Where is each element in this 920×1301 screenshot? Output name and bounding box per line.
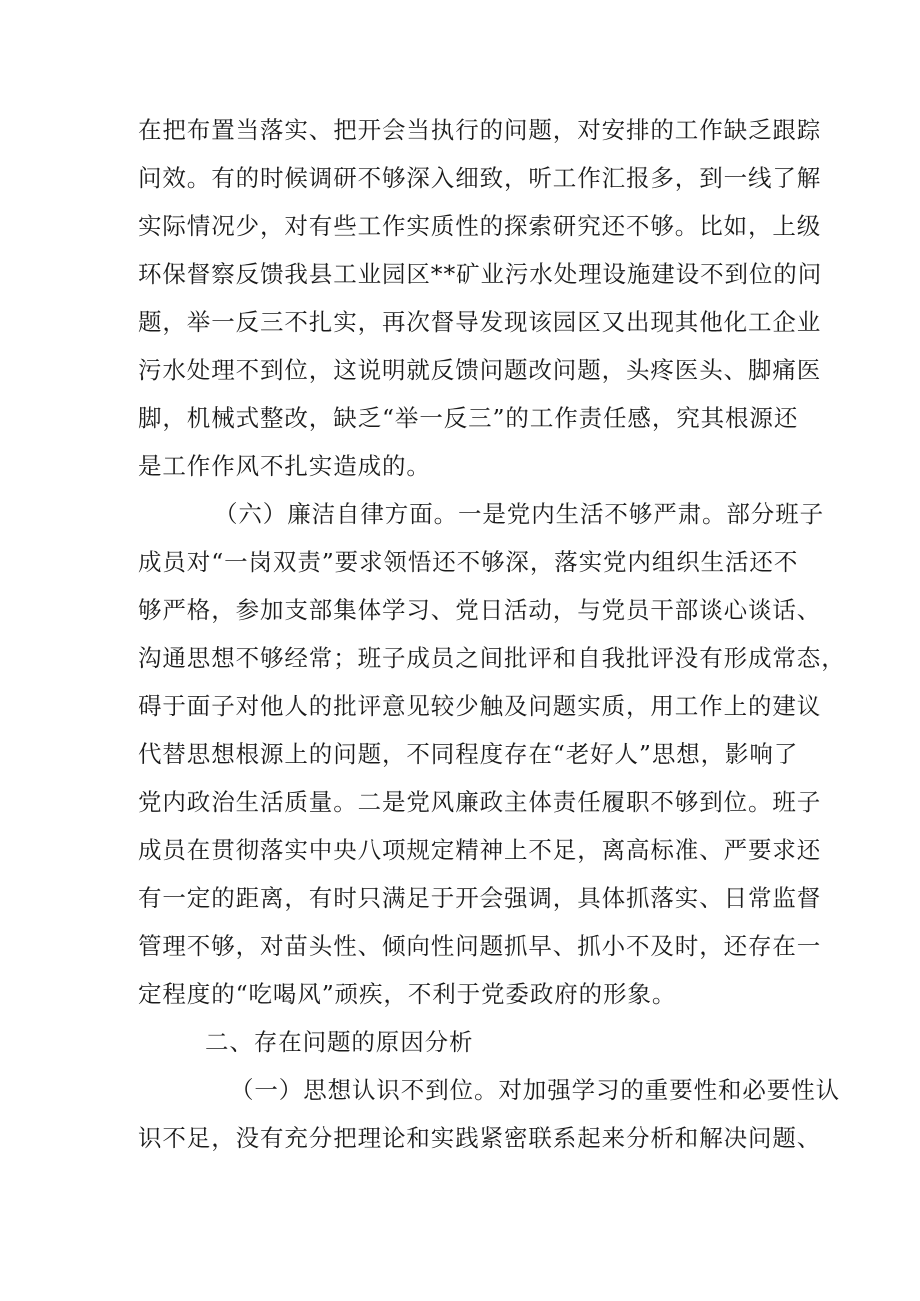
text-line: 脚，机械式整改，缺乏“举一反三”的工作责任感，究其根源还 [138,404,799,432]
text-line: 识不足，没有充分把理论和实践紧密联系起来分析和解决问题、 [138,1124,822,1152]
paragraph-heading-line: （一）思想认识不到位。对加强学习的重要性和必要性认 [230,1076,840,1104]
text-line: 成员对“一岗双责”要求领悟还不够深，落实党内组织生活还不 [138,548,799,576]
text-line: 是工作作风不扎实造成的。 [138,452,431,480]
section-heading: 二、存在问题的原因分析 [205,1028,474,1056]
text-line: 沟通思想不够经常；班子成员之间批评和自我批评没有形成常态， [138,644,846,672]
text-line: 定程度的“吃喝风”顽疾，不利于党委政府的形象。 [138,980,677,1008]
text-line: 问效。有的时候调研不够深入细致，听工作汇报多，到一线了解 [138,164,822,192]
text-line: 管理不够，对苗头性、倾向性问题抓早、抓小不及时，还存在一 [138,932,822,960]
text-line: 成员在贯彻落实中央八项规定精神上不足，离高标准、严要求还 [138,836,822,864]
text-line: 党内政治生活质量。二是党风廉政主体责任履职不够到位。班子 [138,788,822,816]
text-line: 够严格，参加支部集体学习、党日活动，与党员干部谈心谈话、 [138,596,822,624]
text-line: 碍于面子对他人的批评意见较少触及问题实质，用工作上的建议 [138,692,822,720]
text-line: 在把布置当落实、把开会当执行的问题，对安排的工作缺乏跟踪 [138,116,822,144]
text-line: 实际情况少，对有些工作实质性的探索研究还不够。比如，上级 [138,212,822,240]
text-line: 代替思想根源上的问题，不同程度存在“老好人”思想，影响了 [138,740,799,768]
text-line: 环保督察反馈我县工业园区**矿业污水处理设施建设不到位的问 [138,260,823,288]
paragraph-heading-line: （六）廉洁自律方面。一是党内生活不够严肃。部分班子 [214,500,824,528]
text-line: 有一定的距离，有时只满足于开会强调，具体抓落实、日常监督 [138,884,822,912]
text-line: 污水处理不到位，这说明就反馈问题改问题，头疼医头、脚痛医 [138,356,822,384]
text-line: 题，举一反三不扎实，再次督导发现该园区又出现其他化工企业 [138,308,822,336]
